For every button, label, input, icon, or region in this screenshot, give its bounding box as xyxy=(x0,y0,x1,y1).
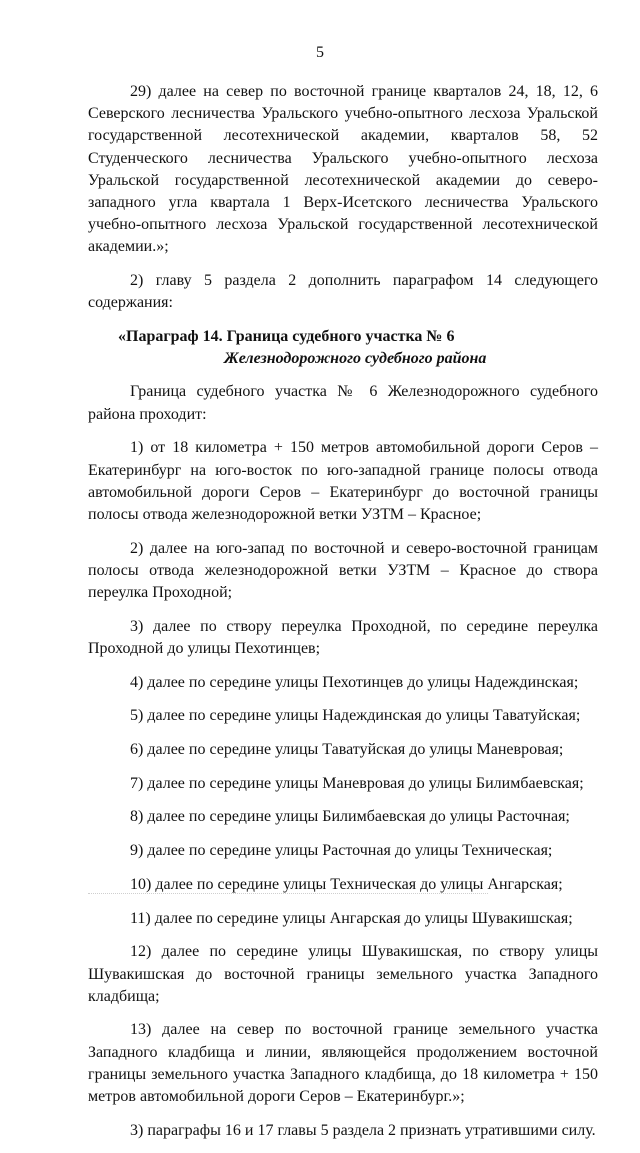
paragraph-item-29: 29) далее на север по восточной границе кварталов 24, 18, 12, 6 Северского лесничества Уральского учебно-опытного лесхоза Уральской государственной лесотехнической академии, кварталов 58, 52 Студенческого лесничества Уральского учебно-опытного лесхоза Уральской государственной лесотехнической академии до северо-западного угла квартала 1 Верх-Исетского лесничества Уральского учебно-опытного лесхоза Уральской государственной лесотехнической академии.»; xyxy=(88,83,598,256)
list-item: 6) далее по середине улицы Таватуйская до улицы Маневровая; xyxy=(130,741,564,759)
list-item: 4) далее по середине улицы Пехотинцев до улицы Надеждинская; xyxy=(130,673,579,691)
list-item: 12) далее по середине улицы Шувакишская, по створу улицы Шувакишская до восточной границы земельного участка Западного кладбища; xyxy=(88,943,598,1005)
list-item: 7) далее по середине улицы Маневровая до улицы Билимбаевская; xyxy=(130,774,584,792)
paragraph-amend-chapter5: 2) главу 5 раздела 2 дополнить параграфом 14 следующего содержания: xyxy=(88,272,598,312)
page-number: 5 xyxy=(316,44,324,61)
section-heading-subtitle: Железнодорожного судебного района xyxy=(224,350,487,368)
footer-divider xyxy=(88,893,488,894)
paragraph-repeal: 3) параграфы 16 и 17 главы 5 раздела 2 признать утратившими силу. xyxy=(130,1121,596,1139)
section-heading-title: «Параграф 14. Граница судебного участка № 6 xyxy=(118,328,455,346)
list-item: 10) далее по середине улицы Техническая до улицы Ангарская; xyxy=(130,875,563,893)
list-item: 2) далее на юго-запад по восточной и северо-восточной границам полосы отвода железнодорожной ветки УЗТМ – Красное до створа переулка Проходной; xyxy=(88,539,598,602)
list-item: 11) далее по середине улицы Ангарская до улицы Шувакишская; xyxy=(130,909,573,927)
list-item: 8) далее по середине улицы Билимбаевская до улицы Расточная; xyxy=(130,808,570,826)
list-item: 5) далее по середине улицы Надеждинская до улицы Таватуйская; xyxy=(130,707,581,725)
document-body xyxy=(88,81,598,1153)
list-item: 3) далее по створу переулка Проходной, по середине переулка Проходной до улицы Пехотинцев; xyxy=(88,617,598,657)
paragraph-intro: Граница судебного участка № 6 Железнодорожного судебного района проходит: xyxy=(88,383,598,423)
list-item: 9) далее по середине улицы Расточная до улицы Техническая; xyxy=(130,842,553,860)
section-heading xyxy=(88,326,598,370)
list-item: 13) далее на север по восточной границе земельного участка Западного кладбища и линии, являющейся продолжением восточной границы земельного участка Западного кладбища, до 18 километра + 150 метров автомобильной дороги Серов – Екатеринбург.»; xyxy=(88,1021,598,1106)
list-item: 1) от 18 километра + 150 метров автомобильной дороги Серов – Екатеринбург на юго-восток по юго-западной границе полосы отвода автомобильной дороги Серов – Екатеринбург до восточной границы полосы отвода железнодорожной ветки УЗТМ – Красное; xyxy=(88,439,598,523)
